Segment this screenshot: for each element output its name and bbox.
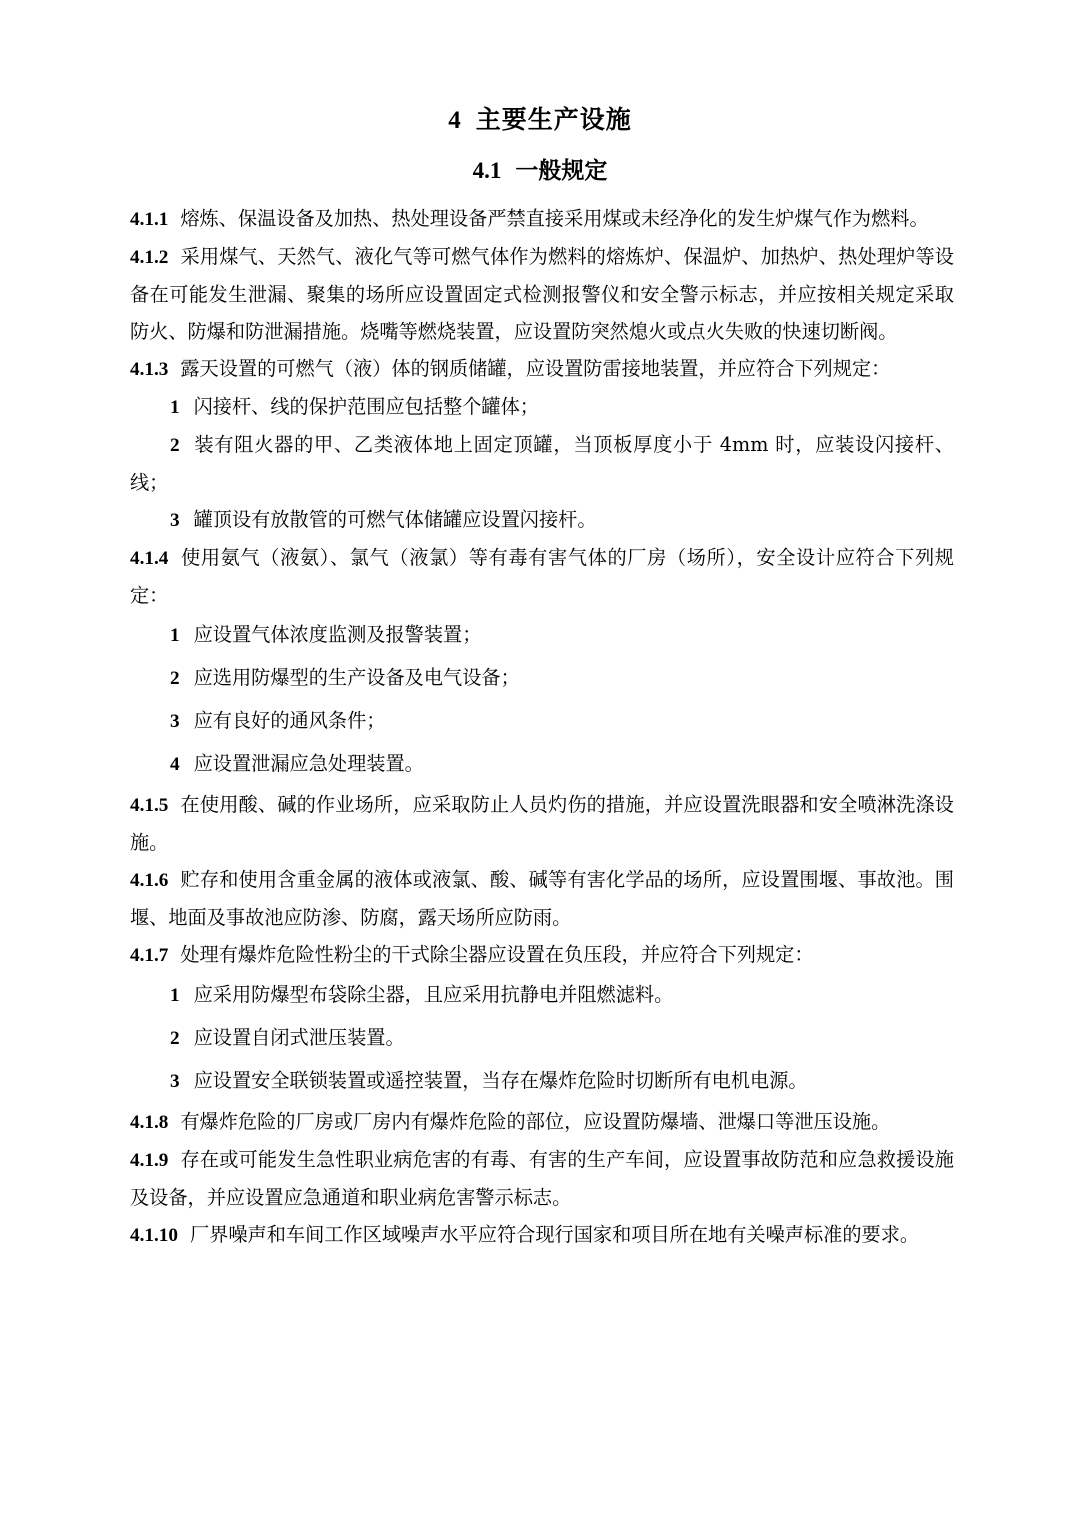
item-number: 3 [170, 711, 180, 732]
clause-number: 4.1.8 [130, 1112, 169, 1133]
clause-4-1-4 [130, 539, 954, 614]
clause-4-1-2 [130, 238, 954, 350]
clause-4-1-3 [130, 350, 954, 388]
item-text: 应有良好的通风条件； [193, 709, 386, 732]
chapter-title-text: 主要生产设施 [475, 105, 632, 134]
item-text: 应采用防爆型布袋除尘器，且应采用抗静电并阻燃滤料。 [193, 983, 674, 1006]
document-body [130, 200, 954, 1254]
clause-4-1-8 [130, 1103, 954, 1141]
list-item [130, 501, 954, 539]
clause-text: 采用煤气、天然气、液化气等可燃气体作为燃料的熔炼炉、保温炉、加热炉、热处理炉等设备在可能发生泄漏、聚集的场所应设置固定式检测报警仪和安全警示标志，并应按相关规定采取防火、防爆和防泄漏措施。烧嘴等燃烧装置，应设置防突然熄火或点火失败的快速切断阀。 [130, 245, 954, 343]
clause-4-1-7-list [130, 974, 954, 1103]
clause-4-1-4-list [130, 614, 954, 786]
item-number: 2 [170, 435, 180, 456]
clause-number: 4.1.9 [130, 1150, 169, 1171]
list-item [130, 1017, 954, 1060]
chapter-title [0, 100, 1080, 136]
clause-4-1-7 [130, 936, 954, 974]
list-item [130, 614, 954, 657]
list-item [130, 388, 954, 426]
clause-text: 使用氨气（液氨）、氯气（液氯）等有毒有害气体的厂房（场所），安全设计应符合下列规定： [130, 546, 954, 607]
item-text: 应选用防爆型的生产设备及电气设备； [193, 666, 520, 689]
clause-text: 露天设置的可燃气（液）体的钢质储罐，应设置防雷接地装置，并应符合下列规定： [180, 357, 891, 380]
clause-text: 在使用酸、碱的作业场所，应采取防止人员灼伤的措施，并应设置洗眼器和安全喷淋洗涤设施。 [130, 793, 954, 854]
item-number: 3 [170, 1071, 180, 1092]
clause-text: 处理有爆炸危险性粉尘的干式除尘器应设置在负压段，并应符合下列规定： [180, 943, 814, 966]
item-number: 1 [170, 985, 180, 1006]
clause-4-1-10 [130, 1216, 954, 1254]
list-item [130, 1060, 954, 1103]
item-text: 罐顶设有放散管的可燃气体储罐应设置闪接杆。 [193, 508, 597, 531]
clause-4-1-9 [130, 1141, 954, 1216]
clause-text: 贮存和使用含重金属的液体或液氯、酸、碱等有害化学品的场所，应设置围堰、事故池。围堰、地面及事故池应防渗、防腐，露天场所应防雨。 [130, 868, 954, 929]
list-item [130, 700, 954, 743]
item-number: 2 [170, 1028, 180, 1049]
clause-4-1-1 [130, 200, 954, 238]
item-number: 1 [170, 625, 180, 646]
clause-4-1-5 [130, 786, 954, 861]
section-title [0, 152, 1080, 185]
clause-number: 4.1.6 [130, 870, 169, 891]
list-item [130, 974, 954, 1017]
clause-number: 4.1.7 [130, 945, 169, 966]
item-number: 4 [170, 754, 180, 775]
clause-text: 熔炼、保温设备及加热、热处理设备严禁直接采用煤或未经净化的发生炉煤气作为燃料。 [180, 207, 929, 230]
item-text: 装有阻火器的甲、乙类液体地上固定顶罐，当顶板厚度小于 4mm 时，应装设闪接杆、线； [130, 433, 954, 494]
list-item [130, 743, 954, 786]
item-number: 3 [170, 510, 180, 531]
chapter-number: 4 [448, 107, 462, 134]
item-text: 应设置气体浓度监测及报警装置； [193, 623, 482, 646]
item-text: 应设置泄漏应急处理装置。 [193, 752, 424, 775]
list-item [130, 657, 954, 700]
clause-number: 4.1.5 [130, 795, 169, 816]
section-number: 4.1 [472, 158, 502, 183]
list-item [130, 426, 954, 501]
clause-text: 存在或可能发生急性职业病危害的有毒、有害的生产车间，应设置事故防范和应急救援设施及设备，并应设置应急通道和职业病危害警示标志。 [130, 1148, 954, 1209]
item-text: 闪接杆、线的保护范围应包括整个罐体； [193, 395, 539, 418]
clause-4-1-6 [130, 861, 954, 936]
clause-number: 4.1.2 [130, 247, 169, 268]
item-number: 2 [170, 668, 180, 689]
clause-number: 4.1.1 [130, 209, 169, 230]
clause-number: 4.1.3 [130, 359, 169, 380]
clause-text: 厂界噪声和车间工作区域噪声水平应符合现行国家和项目所在地有关噪声标准的要求。 [189, 1223, 920, 1246]
item-number: 1 [170, 397, 180, 418]
clause-number: 4.1.4 [130, 548, 169, 569]
clause-number: 4.1.10 [130, 1225, 178, 1246]
clause-text: 有爆炸危险的厂房或厂房内有爆炸危险的部位，应设置防爆墙、泄爆口等泄压设施。 [180, 1110, 891, 1133]
section-title-text: 一般规定 [515, 157, 608, 184]
item-text: 应设置自闭式泄压装置。 [193, 1026, 405, 1049]
item-text: 应设置安全联锁装置或遥控装置，当存在爆炸危险时切断所有电机电源。 [193, 1069, 808, 1092]
